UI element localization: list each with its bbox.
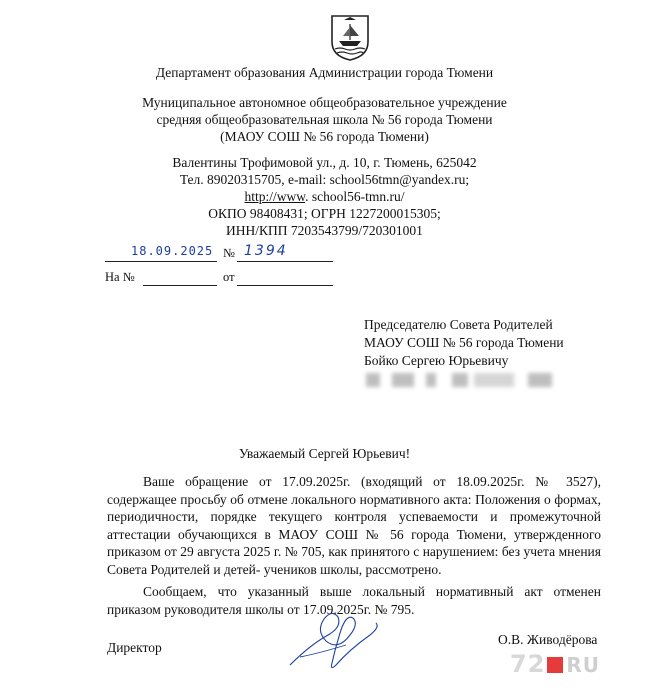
addressee-line2: МАОУ СОШ № 56 города Тюмени — [364, 335, 564, 350]
institution-short-name: (МАОУ СОШ № 56 города Тюмени) — [220, 129, 429, 144]
registration-number: 1394 — [244, 243, 288, 259]
department-name: Департамент образования Администрации города Тюмени — [155, 65, 494, 80]
site-watermark — [510, 650, 600, 678]
body-paragraph-1: Ваше обращение от 17.09.2025г. (входящий от 18.09.2025г. № 3527), содержащее просьбу об отмене локального нормативного акта: Положения о формах, периодичности, порядке текущего контроля успеваемости и промежуточной аттестации обучающихся в МАОУ СОШ № 56 города Тюмени, утвержденного приказом от 29 августа 2025 г. № 705, как принятого с нарушением: без учета мнения Совета Родителей и детей- учеников школы, рассмотрено. — [107, 474, 601, 577]
addressee-line1: Председателю Совета Родителей — [364, 317, 553, 332]
institution-name-line1: Муниципальное автономное общеобразовательное учреждение — [142, 95, 507, 110]
institution-name-line2: средняя общеобразовательная школа № 56 города Тюмени — [156, 112, 493, 127]
watermark-number: 72 — [510, 650, 546, 678]
handwritten-signature — [280, 605, 390, 675]
reply-to-label: На № — [105, 270, 135, 284]
inn-kpp-line: ИНН/КПП 7203543799/720301001 — [226, 223, 423, 238]
website-domain: . school56-tmn.ru/ — [305, 189, 405, 204]
signatory-name: О.В. Живодёрова — [498, 632, 598, 647]
body-paragraph-2: Сообщаем, что указанный выше локальный нормативный акт отменен приказом руководителя школы от 17.09.2025г. № 795. — [107, 584, 601, 617]
reply-date-underline — [237, 285, 333, 286]
addressee-line3: Бойко Сергею Юрьевичу — [364, 353, 509, 368]
contact-line: Тел. 89020315705, e-mail: school56tmn@yandex.ru; — [179, 172, 470, 187]
number-underline — [237, 261, 333, 262]
okpo-ogrn-line: ОКПО 98408431; ОГРН 1227200015305; — [208, 206, 441, 221]
registration-date: 18.09.2025 — [131, 244, 214, 258]
website-link[interactable]: http://www — [244, 189, 306, 204]
postal-address: Валентины Трофимовой ул., д. 10, г. Тюмень, 625042 — [172, 155, 477, 170]
watermark-red-square-icon — [547, 657, 563, 673]
reply-number-underline — [143, 285, 217, 286]
from-label: от — [223, 270, 235, 284]
date-underline — [105, 261, 217, 262]
city-emblem-icon — [330, 14, 370, 62]
number-label: № — [223, 246, 235, 260]
signatory-position: Директор — [107, 640, 162, 655]
letter-body — [107, 473, 601, 623]
website-line — [0, 188, 649, 205]
greeting: Уважаемый Сергей Юрьевич! — [238, 446, 411, 461]
watermark-domain: RU — [566, 653, 601, 677]
